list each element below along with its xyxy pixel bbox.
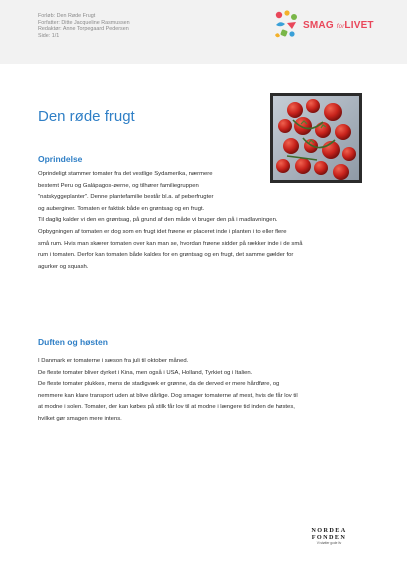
body-line: hvilket gør smagen mere intens. [38, 415, 122, 422]
body-line: små rum. Hvis man skærer tomaten over kan man se, hvordan frøene sidder på rækker inde i de små [38, 240, 303, 247]
logo-word-for: for [336, 24, 345, 30]
nordea-logo-line1: NORDEA [311, 527, 347, 534]
body-line: nemmere kan klare transport uden at blive dårlige. Dog smager tomaterne af mest, hvis de får lov til [38, 392, 298, 399]
nordea-logo-line2: FONDEN [311, 534, 347, 541]
body-line: I Danmark er tomaterne i sæson fra juli til oktober måned. [38, 358, 189, 364]
body-line: og auberginer. Tomaten er faktisk både en grøntsag og en frugt. [38, 205, 205, 212]
document-meta [38, 13, 130, 39]
meta-page: Side: 1/1 [38, 32, 60, 39]
body-line: De fleste tomater bliver dyrket i Kina, men også i USA, Holland, Tyrkiet og i Italien. [38, 369, 253, 376]
logo-word-smag: SMAG [303, 20, 334, 31]
body-line: rum i tomaten. Derfor kan tomaten både kaldes for en grøntsag og en frugt, det samme gælder for [38, 252, 294, 259]
body-line: Opbygningen af tomaten er dog som en frugt idet frøene er placeret inde i planten i to eller flere [38, 228, 287, 235]
body-line: agurker og squash. [38, 263, 89, 270]
body-line: bestemt Peru og Galápagos-øerne, og tilhører familiegruppen [38, 182, 199, 189]
nordea-fonden-logo [307, 527, 351, 545]
meta-author: Forfatter: Ditte Jacqueline Rasmussen [38, 19, 130, 26]
body-line: Til daglig kalder vi den en grøntsag, på grund af den måde vi bruger den på i madlavningen. [38, 217, 278, 224]
logo-word-livet: LIVET [344, 20, 374, 31]
smag-for-livet-logo [272, 9, 387, 43]
section-body-origin [38, 169, 303, 273]
page-header [0, 0, 407, 64]
page-title: Den røde frugt [38, 108, 135, 125]
section-heading-origin: Oprindelse [38, 154, 83, 164]
tomato-illustration [273, 96, 359, 180]
meta-editor: Redaktør: Anne Torpegaard Pedersen [38, 26, 129, 33]
logo-mark-icon [272, 9, 302, 41]
body-line: at modne i solen. Tomater, der kan købes på stilk får lov til at modne i længere tid inden de høstes, [38, 404, 295, 411]
section-heading-harvest: Duften og høsten [38, 337, 108, 347]
section-body-harvest [38, 356, 298, 426]
body-line: De fleste tomater plukkes, mens de stadigvæk er grønne, da de derved er mere hårdføre, og [38, 381, 280, 388]
body-line: "natskyggeplanter". Denne plantefamilie består bl.a. af peberfrugter [38, 194, 214, 201]
meta-course: Forløb: Den Røde Frugt [38, 13, 96, 19]
nordea-tagline: Vi støtter gode liv [316, 541, 342, 545]
logo-wordmark [303, 20, 374, 31]
body-line: Oprindeligt stammer tomater fra det vestlige Sydamerika, nærmere [38, 171, 213, 177]
